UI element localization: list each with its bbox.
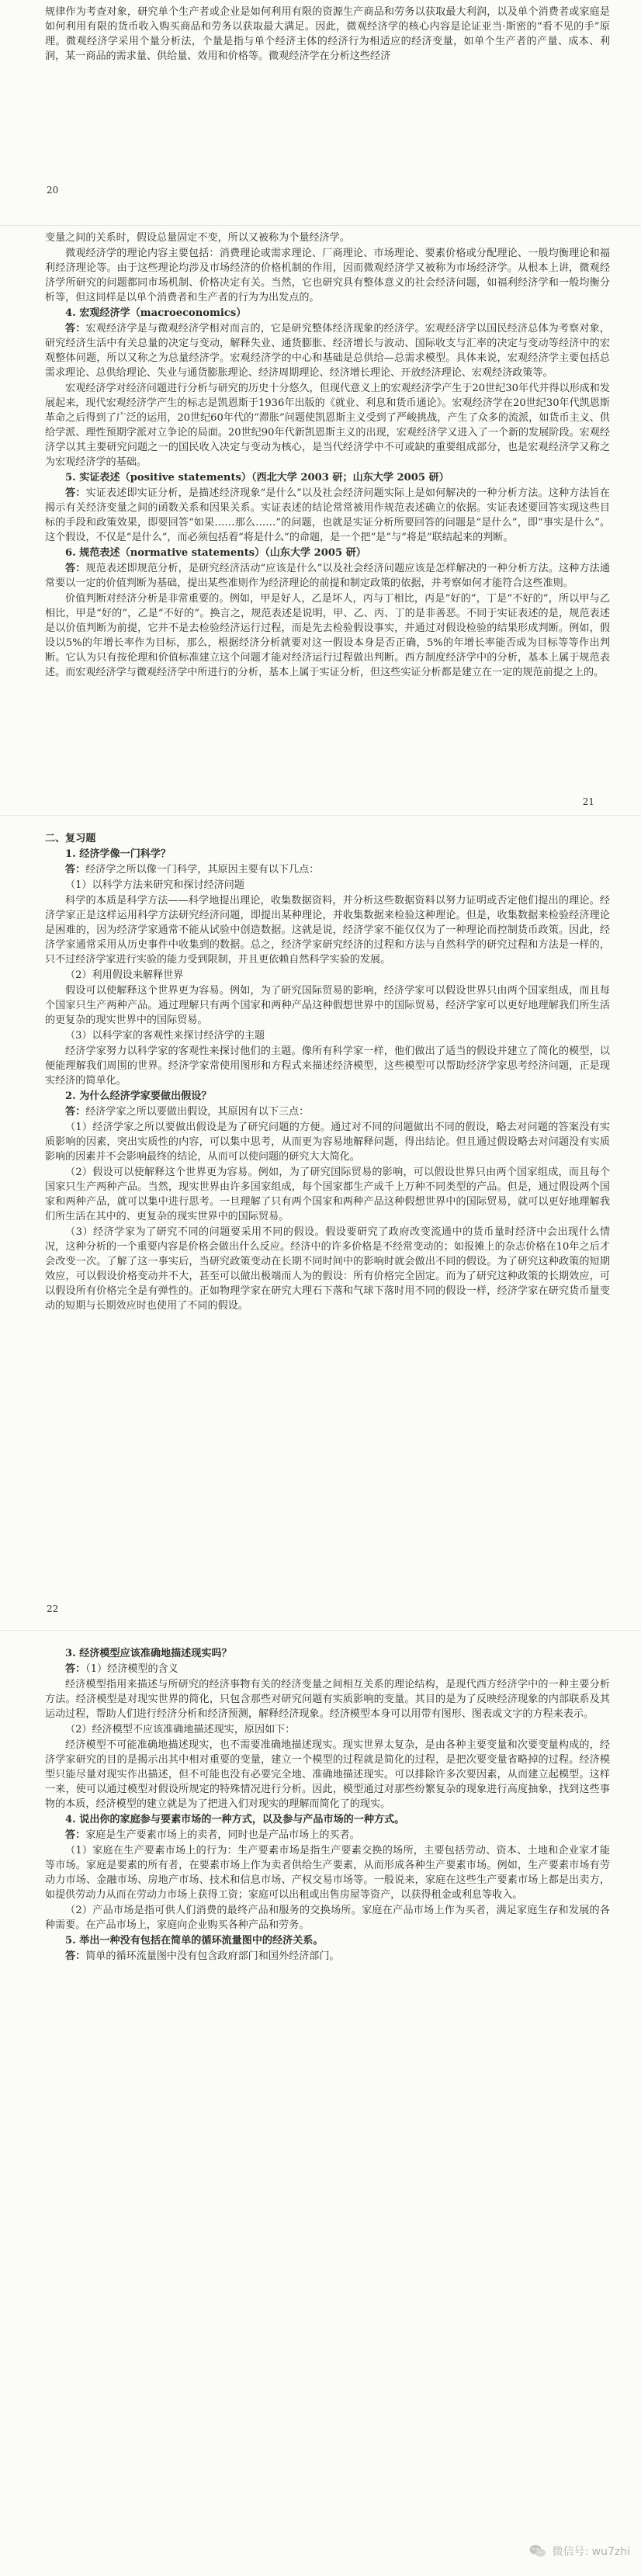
answer-label: 答： (65, 563, 86, 574)
paragraph: 微观经济学的理论内容主要包括：消费理论或需求理论、厂商理论、市场理论、要素价格或分配理论、一般均衡理论和福利经济理论等。由于这些理论均涉及市场经济的价格机制的作用，因而微观经济学又被称为市场经济学。从根本上讲，微观经济学所研究的问题都同市场机制、价格决定有关。当然，它也研究具有整体意义的社会经济问题，如福利经济学和一般均衡分析等，但这同样是以单个消费者和生产者的行为为出发点的。 (45, 248, 610, 303)
answer-label: 答： (65, 1829, 86, 1841)
question-title: 1. 经济学像一门科学？ (65, 848, 172, 860)
answer (45, 1949, 610, 1964)
paragraph: 宏观经济学对经济问题进行分析与研究的历史十分悠久，但现代意义上的宏观经济学产生于20世纪30年代并得以形成和发展起来，现代宏观经济学产生的标志是凯恩斯于1936年出版的《就业、利息和货币通论》。宏观经济学在20世纪30年代凯恩斯革命之后得到了广泛的运用，20世纪60年代的“滞胀”问题使凯恩斯主义受到了严峻挑战，产生了众多的流派，如货币主义、供给学派、理性预期学派对立争论的局面。20世纪90年代新凯恩斯主义的出现，宏观经济学又进入了一个新的发展阶段。宏观经济学以其主要研究问题之一的国民收入决定与变动为核心，是当代经济学中不可或缺的重要组成部分，也是宏观经济学又称之为宏观经济学的基础。 (45, 383, 610, 468)
answer-text: 经济学之所以像一门科学，其原因主要有以下几点： (85, 864, 320, 875)
sub-heading: （3）以科学家的客观性来探讨经济学的主题 (65, 1030, 265, 1042)
paragraph: （1）家庭在生产要素市场上的行为：生产要素市场是指生产要素交换的场所，主要包括劳动、资本、土地和企业家才能等市场。家庭是要素的所有者，在要素市场上作为卖者供给生产要素，从而形成各种生产要素市场。例如，生产要素市场有劳动力市场、金融市场、房地产市场、技术和信息市场、产权交易市场等。一般说来，家庭在这些生产要素市场上都是出卖方，如提供劳动力从而在劳动力市场上获得工资；家庭可以出租或出售房屋等资产，以获得租金或利息等收入。 (45, 1845, 610, 1901)
paragraph: 规律作为考查对象，研究单个生产者或企业是如何利用有限的资源生产商品和劳务以获取最大利润，以及单个消费者或家庭是如何利用有限的货币收入购买商品和劳务以获取最大满足。因此，微观经济学的核心内容是论证亚当·斯密的“看不见的手”原理。微观经济学采用个量分析法，个量是指与单个经济主体的经济行为相适应的经济变量，如单个生产者的产量、成本、利润，某一商品的需求量、供给量、效用和价格等。微观经济学在分析这些经济 (45, 6, 610, 62)
page-23 (0, 1630, 641, 2576)
answer (45, 486, 610, 545)
paragraph: （3）经济学家为了研究不同的问题要采用不同的假设。假设要研究了政府改变流通中的货币量时经济中会出现什么情况，这种分析的一个重要内容是价格会做出什么反应。经济中的许多价格是不经常变动的；如报摊上的杂志价格在10年之后才会改变一次。了解了这一事实后，当研究政策变动在长期不同时间中的影响时就会做出不同的假设。为了研究这种政策的短期效应，可以假设价格变动并不大，甚至可以做出极端而人为的假设：所有价格完全固定。而为了研究这种政策的长期效应，可以假设所有价格完全是有弹性的。正如物理学家在研究大理石下落和气球下落时用不同的假设一样，经济学家在研究货币量变动的短期与长期效应时也使用了不同的假设。 (45, 1226, 610, 1312)
sub-heading: （2）利用假设来解释世界 (65, 969, 184, 981)
question-title: 5. 实证表述（positive statements）（西北大学 2003 研；山东大学 2005 研） (65, 472, 449, 484)
page-20 (0, 0, 641, 225)
wechat-icon (528, 2542, 547, 2560)
question-title: 5. 举出一种没有包括在简单的循环流量图中的经济关系。 (65, 1935, 324, 1947)
page-number: 21 (582, 796, 594, 807)
answer-label: 答： (65, 1663, 86, 1675)
answer (45, 561, 610, 591)
answer-text: 经济学家之所以要做出假设，其原因有以下三点： (85, 1106, 310, 1118)
answer-label: 答： (65, 1950, 86, 1962)
paragraph: （1）经济学家之所以要做出假设是为了研究问题的方便。通过对不同的问题做出不同的假设，略去对问题的答案没有实质影响的因素，突出实质性的内容，可以集中思考，从而更为容易地解释问题，得出结论。但且通过假设略去对问题没有实质影响的因素并不会影响最终的结论，从而可以使问题的研究大大简化。 (45, 1122, 610, 1163)
answer-text: 简单的循环流量图中没有包含政府部门和国外经济部门。 (85, 1950, 340, 1962)
paragraph: 经济模型指用来描述与所研究的经济事物有关的经济变量之间相互关系的理论结构，是现代西方经济学中的一种主要分析方法。经济模型是对现实世界的简化，只包含那些对研究问题有实质影响的变量。其目的是为了反映经济现象的内部联系及其运动过程，帮助人们进行经济分析和经济预测，解释经济现象。经济模型本身可以用带有图形、图表或文字的方程来表示。 (45, 1679, 610, 1720)
paragraph: 假设可以使解释这个世界更为容易。例如，为了研究国际贸易的影响，经济学家可以假设世界只由两个国家组成，而且每个国家只生产两种产品。通过理解只有两个国家和两种产品这种假想世界中的国际贸易，经济学家可以更好地理解我们所生活的更复杂的现实世界中的国际贸易。 (45, 985, 610, 1026)
answer (45, 1828, 610, 1843)
section-title: 二、复习题 (45, 833, 96, 844)
answer-label: 答： (65, 323, 86, 335)
question-title: 3. 经济模型应该准确地描述现实吗？ (65, 1648, 232, 1659)
page-22 (0, 815, 641, 1631)
answer-label: 答： (65, 1106, 86, 1118)
sub-heading: （2）经济模型不应该准确地描述现实，原因如下： (65, 1724, 296, 1735)
paragraph: （2）假设可以使解释这个世界更为容易。例如，为了研究国际贸易的影响，可以假设世界只由两个国家组成，而且每个国家只生产两种产品。当然，现实世界由许多国家组成，每个国家都生产成千上万种不同类型的产品。但是，通过假设两个国家和两种产品，就可以集中进行思考。一旦理解了只有两个国家和两种产品这种假想世界中的国际贸易，就可以更好地理解我们所生活在其中的、更复杂的现实世界中的国际贸易。 (45, 1167, 610, 1222)
answer (45, 1662, 610, 1676)
watermark-text: 微信号: wu7zhi (552, 2546, 630, 2558)
paragraph: 价值判断对经济分析是非常重要的。例如，甲是好人，乙是坏人，丙与丁相比，丙是“好的”，丁是“不好的”，所以甲与乙相比，甲是“好的”，乙是“不好的”。换言之，规范表述是说明，甲、乙、丙、丁的是非善恶。不同于实证表述的是，规范表述是以价值判断为前提，它并不是去检验经济运行过程，而是先去检验假设事实，并通过对假设检验的结果形成判断。例如，假设以5%的年增长率作为目标，那么，根据经济分析就要对这一假设本身是否正确，5%的年增长率能否成为目标等等作出判断。它认为只有按伦理和价值标准建立这个问题才能对经济运行过程做出判断。西方制度经济学中的分析，基本上属于规范表述。而宏观经济学与微观经济学中所进行的分析，基本上属于实证分析，但这些实证分析都是建立在一定的规范前提之上的。 (45, 593, 610, 678)
answer-text: 实证表述即实证分析，是描述经济现象“是什么”以及社会经济问题实际上是如何解决的一种分析方法。这种方法旨在揭示有关经济变量之间的函数关系和因果关系。实证表述的结论常常被用作规范表述确立的依据。实证表述要回答实现这些目标的手段和政策效果，即要回答“如果……那么……”的问题，也就是实证分析所要回答的问题是“是什么”，即“事实是什么”。这个假设，不仅是“是什么”，而必须包括着“将是什么”的命题，是一个把“是”与“将是”联结起来的判断。 (45, 487, 610, 543)
paragraph: 变量之间的关系时，假设总量固定不变，所以又被称为个量经济学。 (45, 232, 350, 244)
page-21-content (45, 231, 610, 681)
answer-text: （1）经济模型的含义 (85, 1663, 178, 1675)
page-number: 22 (47, 1603, 59, 1614)
page-22-content (45, 831, 610, 1314)
question-title: 6. 规范表述（normative statements）（山东大学 2005 研） (65, 547, 366, 559)
answer-text: 家庭是生产要素市场上的卖者，同时也是产品市场上的买者。 (85, 1829, 360, 1841)
answer-label: 答： (65, 487, 86, 499)
paragraph: （2）产品市场是指可供人们消费的最终产品和服务的交换场所。家庭在产品市场上作为买者，满足家庭生存和发展的各种需要。在产品市场上，家庭向企业购买各种产品和劳务。 (45, 1905, 610, 1931)
question-title: 4. 宏观经济学（macroeconomics） (65, 307, 247, 319)
answer (45, 321, 610, 380)
question-title: 4. 说出你的家庭参与要素市场的一种方式，以及参与产品市场的一种方式。 (65, 1814, 405, 1825)
answer-text: 规范表述即规范分析，是研究经济活动“应该是什么”以及社会经济问题应该是怎样解决的一种分析方法。这种方法通常要以一定的价值判断为基础，提出某些准则作为经济理论的前提和制定政策的依据，并考察如何才能符合这些准则。 (45, 563, 610, 589)
paragraph: 经济模型不可能准确地描述现实，也不需要准确地描述现实。现实世界太复杂，是由各种主要变量和次要变量构成的，经济学家研究的目的是揭示出其中相对重要的变量，建立一个模型的过程就是简化的过程，是把次要变量省略掉的过程。经济模型只能尽量对现实作出描述，但不可能也没有必要完全地、准确地描述现实。可以排除许多次要因素，从而建立起模型。这样一来，使可以通过模型对假设所规定的特殊情况进行分析。因此，模型通过对那些纷繁复杂的现象进行高度抽象，找到这些事物的本质，经济模型的建立就是为了把进入们对现实的理解而简化了的现实。 (45, 1739, 610, 1810)
watermark (528, 2542, 630, 2560)
page-20-content (45, 5, 610, 64)
paragraph: 经济学家努力以科学家的客观性来探讨他们的主题。像所有科学家一样，他们做出了适当的假设并建立了简化的模型，以便能理解我们周围的世界。经济学家常使用图形和方程式来描述经济模型，这些模型可以帮助经济学家思考经济问题，正是现实经济的简单化。 (45, 1045, 610, 1087)
page-23-content (45, 1646, 610, 1964)
question-title: 2. 为什么经济学家要做出假设？ (65, 1090, 212, 1102)
answer-text: 宏观经济学是与微观经济学相对而言的，它是研究整体经济现象的经济学。宏观经济学以国民经济总体为考察对象，研究经济生活中有关总量的决定与变动，解释失业、通货膨胀、经济增长与波动、国际收支与汇率的决定与变动等经济中的宏观整体问题，所以又称之为总量经济学。宏观经济学的中心和基础是总供给—总需求模型。具体来说，宏观经济学主要包括总需求理论、总供给理论、失业与通货膨胀理论、经济周期理论、经济增长理论、开放经济理论、宏观经济政策等。 (45, 323, 611, 379)
answer (45, 1104, 610, 1119)
answer (45, 862, 610, 877)
answer-label: 答： (65, 864, 86, 875)
sub-heading: （1）以科学方法来研究和探讨经济问题 (65, 879, 244, 891)
paragraph: 科学的本质是科学方法——科学地提出理论，收集数据资料，并分析这些数据资料以努力证明或否定他们提出的理论。经济学家正是这样运用科学方法研究经济问题，即提出某种理论，并收集数据来检验这种理论。但是，收集数据来检验经济理论是困难的，因为经济学家通常不能从试验中创造数据。这就是说，经济学家不能仅仅为了一种理论而控制货币政策。因此，经济学家通常采用从历史事件中收集到的数据。总之，经济学家研究经济的过程和方法与自然科学的研究过程和方法是一样的，只不过经济学家进行实验的能力受到限制，并且更依赖自然科学实验的发展。 (45, 895, 610, 966)
page-21 (0, 225, 641, 816)
page-number: 20 (47, 185, 59, 196)
